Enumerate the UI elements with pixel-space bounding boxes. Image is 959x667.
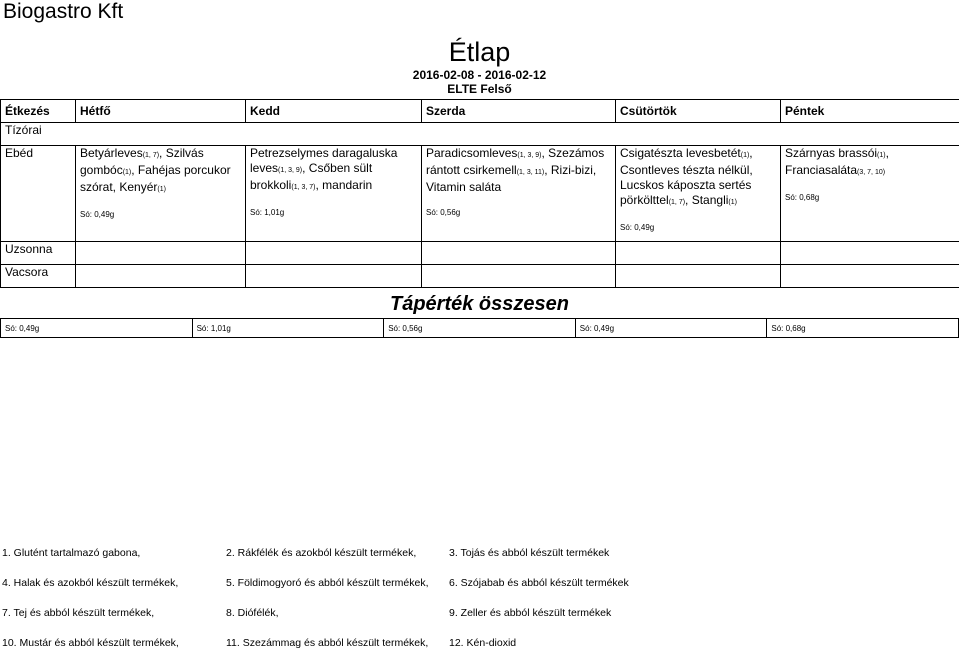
legend-row (0, 547, 959, 577)
column-header: Szerda (422, 100, 616, 123)
total-salt-cell: Só: 0,68g (767, 319, 959, 338)
column-header: Hétfő (76, 100, 246, 123)
lunch-cell (616, 146, 781, 242)
total-salt-cell: Só: 1,01g (192, 319, 384, 338)
legend-row (0, 577, 959, 607)
lunch-cell (781, 146, 959, 242)
empty-cell (616, 265, 781, 288)
empty-cell (781, 265, 959, 288)
allergen-codes: (1, 7) (143, 152, 159, 159)
total-salt-cell: Só: 0,56g (384, 319, 576, 338)
allergen-codes: (1) (123, 169, 132, 176)
legend-row (0, 607, 959, 637)
table-row-tizorai (1, 123, 959, 146)
empty-cell (422, 242, 616, 265)
allergen-legend (0, 547, 959, 667)
legend-item: 3. Tojás és abból készült termékek (449, 547, 609, 559)
allergen-codes: (1) (157, 186, 166, 193)
lunch-cell (76, 146, 246, 242)
row-label: Tízórai (1, 123, 959, 146)
lunch-cell (422, 146, 616, 242)
empty-cell (422, 265, 616, 288)
column-header: Kedd (246, 100, 422, 123)
empty-cell (76, 265, 246, 288)
column-header: Péntek (781, 100, 959, 123)
company-name: Biogastro Kft (3, 0, 123, 24)
allergen-codes: (1) (728, 199, 737, 206)
page-title: Étlap (0, 37, 959, 68)
legend-item: 6. Szójabab és abból készült termékek (449, 577, 629, 589)
legend-item: 11. Szezámmag és abból készült termékek, (226, 637, 428, 649)
legend-item: 12. Kén-dioxid (449, 637, 516, 649)
dish-text: Szárnyas brassói(1), Franciasaláta(3, 7, 10) (785, 146, 955, 180)
totals-table (0, 318, 959, 338)
dish-text: Csigatészta levesbetét(1), Csontleves tészta nélkül, Lucskos káposzta sertés pörkölttel(1, 7), Stangli(1) (620, 146, 776, 210)
row-label: Uzsonna (1, 242, 76, 265)
lunch-cell (246, 146, 422, 242)
legend-item: 5. Földimogyoró és abból készült termékek, (226, 577, 429, 589)
empty-cell (246, 242, 422, 265)
empty-cell (781, 242, 959, 265)
allergen-codes: (1) (877, 152, 886, 159)
legend-item: 10. Mustár és abból készült termékek, (2, 637, 179, 649)
dish-text: Petrezselymes daragaluska leves(1, 3, 9), Csőben sült brokkoli(1, 3, 7), mandarin (250, 146, 417, 195)
salt-value: Só: 0,49g (80, 207, 241, 222)
menu-table (0, 99, 959, 288)
empty-cell (616, 242, 781, 265)
legend-item: 8. Diófélék, (226, 607, 279, 619)
allergen-codes: (1, 7) (669, 199, 685, 206)
empty-cell (246, 265, 422, 288)
legend-item: 1. Glutént tartalmazó gabona, (2, 547, 140, 559)
salt-value: Só: 0,56g (426, 205, 611, 220)
allergen-codes: (1, 3, 11) (517, 169, 545, 176)
legend-item: 4. Halak és azokból készült termékek, (2, 577, 178, 589)
column-header: Csütörtök (616, 100, 781, 123)
row-label: Vacsora (1, 265, 76, 288)
location-name: ELTE Felső (0, 82, 959, 96)
legend-row (0, 637, 959, 667)
legend-item: 9. Zeller és abból készült termékek (449, 607, 611, 619)
legend-item: 2. Rákfélék és azokból készült termékek, (226, 547, 416, 559)
salt-value: Só: 1,01g (250, 205, 417, 220)
table-row-uzsonna (1, 242, 959, 265)
header-row (1, 100, 959, 123)
allergen-codes: (1, 3, 7) (291, 184, 315, 191)
salt-value: Só: 0,49g (620, 220, 776, 235)
total-salt-cell: Só: 0,49g (1, 319, 193, 338)
salt-value: Só: 0,68g (785, 190, 955, 205)
total-salt-cell: Só: 0,49g (575, 319, 767, 338)
allergen-codes: (3, 7, 10) (857, 169, 885, 176)
row-label: Ebéd (1, 146, 76, 242)
date-range: 2016-02-08 - 2016-02-12 (0, 68, 959, 82)
table-row-ebed (1, 146, 959, 242)
allergen-codes: (1) (741, 152, 750, 159)
column-header: Étkezés (1, 100, 76, 123)
allergen-codes: (1, 3, 9) (517, 152, 541, 159)
legend-item: 7. Tej és abból készült termékek, (2, 607, 154, 619)
allergen-codes: (1, 3, 9) (278, 167, 302, 174)
empty-cell (76, 242, 246, 265)
totals-row (1, 319, 959, 338)
dish-text: Betyárleves(1, 7), Szilvás gombóc(1), Fahéjas porcukor szórat, Kenyér(1) (80, 146, 241, 197)
dish-text: Paradicsomleves(1, 3, 9), Szezámos rántott csirkemell(1, 3, 11), Rizi-bizi, Vitamin saláta (426, 146, 611, 195)
table-row-vacsora (1, 265, 959, 288)
totals-title: Tápérték összesen (0, 293, 959, 316)
